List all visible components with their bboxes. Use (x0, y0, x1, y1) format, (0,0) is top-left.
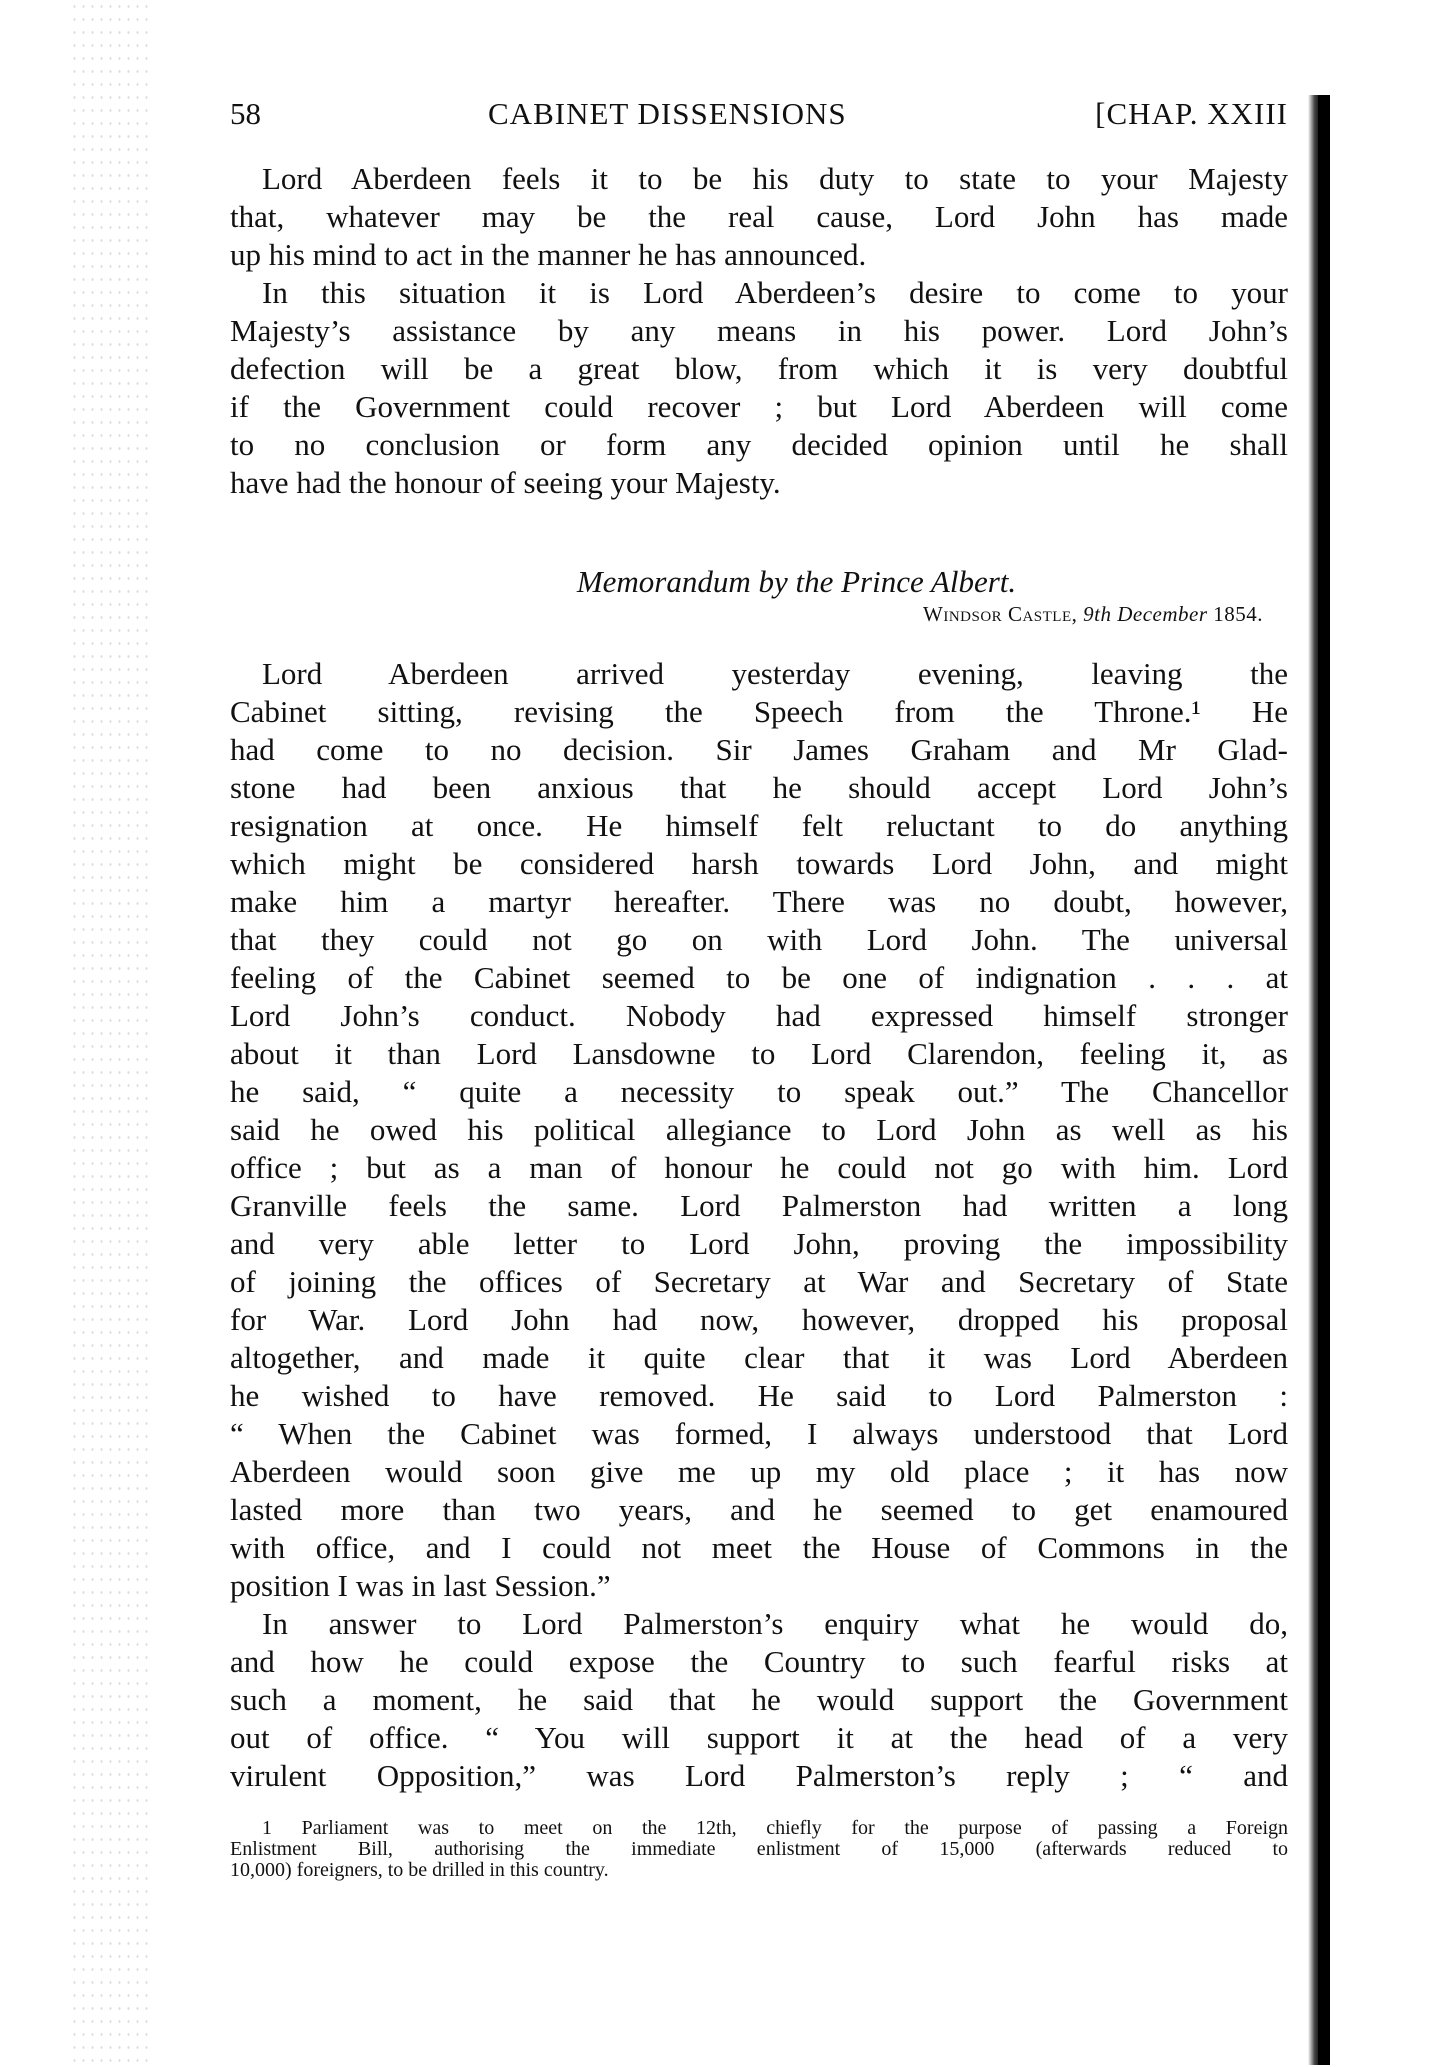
text-line: to no conclusion or form any decided opinion until he shall (230, 427, 1288, 462)
footnote-line: 10,000) foreigners, to be drilled in this country. (230, 1859, 609, 1881)
text-line: said he owed his political allegiance to Lord John as well as his (230, 1112, 1288, 1147)
page-edge (1318, 95, 1330, 2065)
text-line: out of office. “ You will support it at the head of a very (230, 1720, 1288, 1755)
text-line: Aberdeen would soon give me up my old place ; it has now (230, 1454, 1288, 1489)
text-line: “ When the Cabinet was formed, I always understood that Lord (230, 1416, 1288, 1451)
text-line: of joining the offices of Secretary at War and Secretary of State (230, 1264, 1288, 1299)
text-line: and how he could expose the Country to such fearful risks at (230, 1644, 1288, 1679)
memorandum-body (230, 655, 1288, 1795)
text-line: such a moment, he said that he would support the Government (230, 1682, 1288, 1717)
text-line: resignation at once. He himself felt reluctant to do anything (230, 808, 1288, 843)
text-line: Cabinet sitting, revising the Speech from the Throne.¹ He (230, 694, 1288, 729)
text-line: In answer to Lord Palmerston’s enquiry what he would do, (262, 1606, 1288, 1641)
footnote (230, 1818, 1288, 1881)
text-line: feeling of the Cabinet seemed to be one of indignation . . . at (230, 960, 1288, 995)
dateline-place: Windsor Castle, (923, 602, 1078, 626)
chapter-label: [CHAP. XXIII (1095, 96, 1288, 131)
text-line: up his mind to act in the manner he has announced. (230, 237, 867, 272)
text-line: and very able letter to Lord John, proving the impossibility (230, 1226, 1288, 1261)
text-line: with office, and I could not meet the House of Commons in the (230, 1530, 1288, 1565)
text-line: that they could not go on with Lord John. The universal (230, 922, 1288, 957)
running-title: CABINET DISSENSIONS (488, 96, 847, 131)
letter-text (230, 160, 1288, 502)
text-line: have had the honour of seeing your Majesty. (230, 465, 781, 500)
footnote-line: Enlistment Bill, authorising the immediate enlistment of 15,000 (afterwards reduced to (230, 1838, 1288, 1860)
text-line: Lord John’s conduct. Nobody had expressed himself stronger (230, 998, 1288, 1033)
text-line: Granville feels the same. Lord Palmerston had written a long (230, 1188, 1288, 1223)
footnote-line: 1 Parliament was to meet on the 12th, chiefly for the purpose of passing a Foreign (262, 1817, 1288, 1839)
dateline-year: 1854. (1213, 602, 1263, 626)
text-line: office ; but as a man of honour he could not go with him. Lord (230, 1150, 1288, 1185)
text-line: that, whatever may be the real cause, Lord John has made (230, 199, 1288, 234)
text-line: lasted more than two years, and he seemed to get enamoured (230, 1492, 1288, 1527)
text-line: In this situation it is Lord Aberdeen’s desire to come to your (262, 275, 1288, 310)
dateline-date: 9th December (1083, 602, 1208, 626)
text-line: position I was in last Session.” (230, 1568, 611, 1603)
text-line: for War. Lord John had now, however, dropped his proposal (230, 1302, 1288, 1337)
scan-speckle (70, 0, 150, 2067)
text-line: had come to no decision. Sir James Graham and Mr Glad- (230, 732, 1288, 767)
text-line: if the Government could recover ; but Lord Aberdeen will come (230, 389, 1288, 424)
text-line: which might be considered harsh towards Lord John, and might (230, 846, 1288, 881)
memorandum-title: Memorandum by the Prince Albert. (576, 564, 1017, 599)
text-line: he said, “ quite a necessity to speak out.” The Chancellor (230, 1074, 1288, 1109)
text-line: virulent Opposition,” was Lord Palmerston’s reply ; “ and (230, 1758, 1288, 1793)
page-number: 58 (230, 96, 261, 131)
text-line: he wished to have removed. He said to Lord Palmerston : (230, 1378, 1288, 1413)
text-line: stone had been anxious that he should accept Lord John’s (230, 770, 1288, 805)
dateline (923, 602, 1263, 627)
text-line: about it than Lord Lansdowne to Lord Clarendon, feeling it, as (230, 1036, 1288, 1071)
text-line: Lord Aberdeen arrived yesterday evening, leaving the (262, 656, 1288, 691)
text-line: Lord Aberdeen feels it to be his duty to state to your Majesty (262, 161, 1288, 196)
running-header (230, 96, 1288, 136)
text-line: make him a martyr hereafter. There was no doubt, however, (230, 884, 1288, 919)
text-line: Majesty’s assistance by any means in his power. Lord John’s (230, 313, 1288, 348)
text-line: altogether, and made it quite clear that it was Lord Aberdeen (230, 1340, 1288, 1375)
text-line: defection will be a great blow, from which it is very doubtful (230, 351, 1288, 386)
